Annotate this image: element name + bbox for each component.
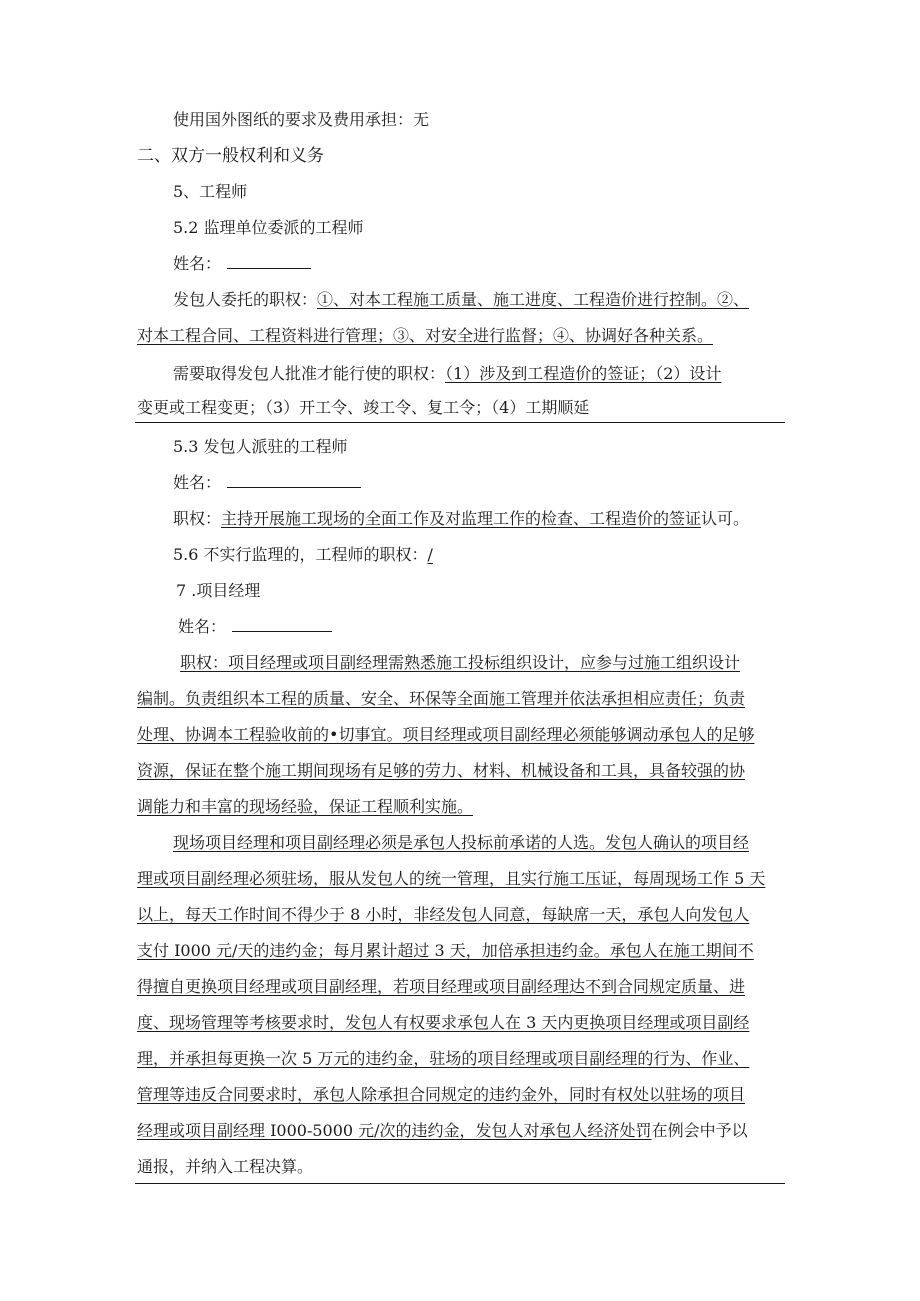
pm-duties-line: 职权：项目经理或项目副经理需熟悉施工投标组织设计，应参与过施工组织设计: [180, 653, 741, 672]
onsite-line: 理，并承担每更换一次 5 万元的违约金，驻场的项目经理或项目副经理的行为、作业、: [137, 1049, 750, 1068]
pm-duties-line: 资源，保证在整个施工期间现场有足够的劳力、材料、机械设备和工具，具备较强的协: [137, 761, 746, 780]
name-blank: [232, 617, 332, 632]
foreign-drawings-line: 使用国外图纸的要求及费用承担：无: [173, 110, 430, 129]
pm-duties-line: 调能力和丰富的现场经验，保证工程顺利实施。: [137, 797, 474, 816]
name-label: 姓名：: [178, 617, 227, 636]
onsite-penalty-text: 经理或项目副经理 I000-5000 元/次的违约金，发包人对承包人经济处罚: [137, 1121, 652, 1140]
onsite-line: 支付 I000 元/天的违约金；每月累计超过 3 天，加倍承担违约金。承包人在施工期间不: [137, 941, 754, 960]
supervisor-engineer-heading: 5.2 监理单位委派的工程师: [173, 218, 364, 237]
name-label: 姓名：: [173, 254, 222, 273]
duties-tail: 认可。: [701, 509, 750, 528]
divider: [135, 422, 785, 423]
onsite-penalty-tail: 在例会中予以: [651, 1121, 748, 1140]
onsite-line: [137, 1120, 748, 1142]
no-supervision-value: /: [427, 545, 433, 564]
onsite-line: 理或项目副经理必须驻场，服从发包人的统一管理，且实行施工压证，每周现场工作 5 天: [137, 869, 766, 888]
section-heading: 二、双方一般权利和义务: [137, 146, 324, 166]
approval-label: 需要取得发包人批准才能行使的职权：: [173, 364, 446, 383]
name-label: 姓名：: [173, 473, 222, 492]
duties-text: 主持开展施工现场的全面工作及对监理工作的检查、工程造价的签证: [221, 509, 702, 528]
name-blank: [227, 473, 361, 488]
pm-duties-line: 处理、协调本工程验收前的•切事宜。项目经理或项目副经理必须能够调动承包人的足够: [137, 725, 755, 744]
no-supervision-duties: [173, 544, 433, 566]
approval-text: （1）涉及到工程造价的签证；（2）设计: [445, 364, 722, 383]
no-supervision-label: 5.6 不实行监理的，工程师的职权：: [173, 545, 428, 564]
onsite-line: 管理等违反合同要求时，承包人除承担合同规定的违约金外，同时有权处以驻场的项目: [137, 1085, 746, 1104]
onsite-line: 以上，每天工作时间不得少于 8 小时，非经发包人同意，每缺席一天，承包人向发包人: [137, 905, 750, 924]
supervisor-name-row: [173, 253, 311, 275]
onsite-final-line: 通报，并纳入工程决算。: [137, 1157, 314, 1176]
onsite-line: 度、现场管理等考核要求时，发包人有权要求承包人在 3 天内更换项目经理或项目副经: [137, 1013, 750, 1032]
approval-duties-line-2: 变更或工程变更；（3）开工令、竣工令、复工令；（4）工期顺延: [137, 398, 590, 417]
duties-text: ①、对本工程施工质量、施工进度、工程造价进行控制。②、: [317, 290, 750, 309]
onsite-line: 得擅自更换项目经理或项目副经理，若项目经理或项目副经理达不到合同规定质量、进: [137, 977, 746, 996]
divider: [135, 1183, 785, 1184]
pm-duties-line: 编制。负责组织本工程的质量、安全、环保等全面施工管理并依法承担相应责任；负责: [137, 689, 746, 708]
project-manager-name-row: [178, 616, 332, 638]
employer-engineer-duties: [173, 508, 749, 530]
supervisor-duties-line-2: 对本工程合同、工程资料进行管理；③、对安全进行监督；④、协调好各种关系。: [137, 326, 714, 345]
onsite-line: 现场项目经理和项目副经理必须是承包人投标前承诺的人选。发包人确认的项目经: [173, 833, 750, 852]
name-blank: [227, 254, 311, 269]
supervisor-duties-line-1: [173, 289, 749, 311]
project-manager-heading: 7 .项目经理: [176, 581, 261, 600]
employer-engineer-name-row: [173, 472, 361, 494]
employer-engineer-heading: 5.3 发包人派驻的工程师: [173, 437, 348, 456]
approval-duties-line-1: [173, 363, 721, 385]
engineer-heading: 5、工程师: [173, 182, 248, 201]
duties-label: 发包人委托的职权：: [173, 290, 318, 309]
duties-label: 职权：: [173, 509, 222, 528]
